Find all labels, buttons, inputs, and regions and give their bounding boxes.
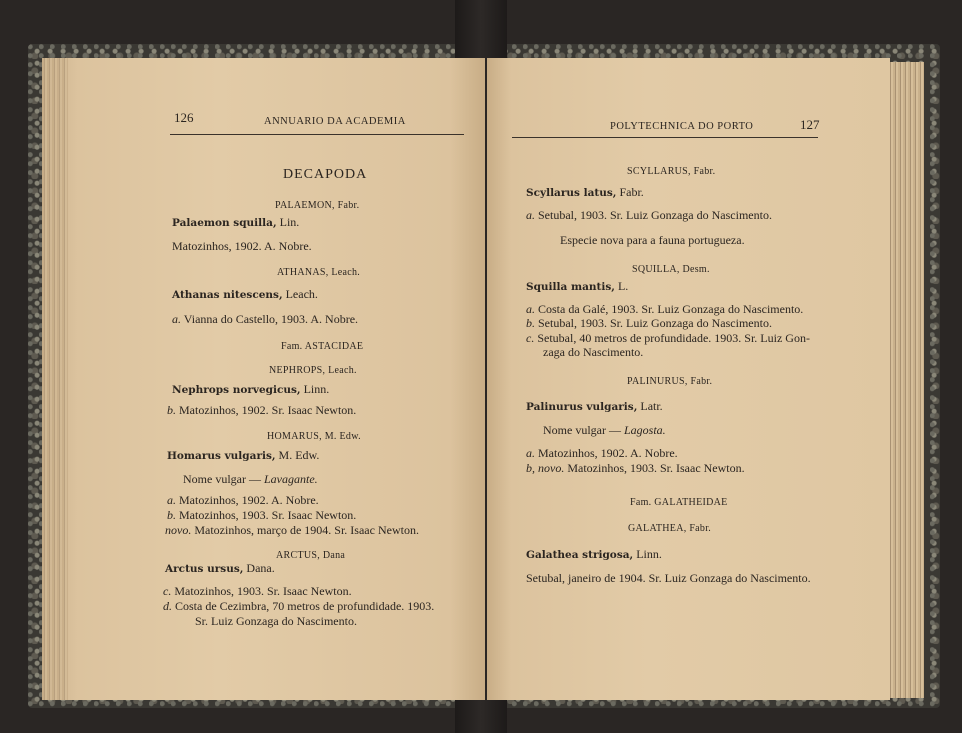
species-line: Squilla mantis, L. — [526, 279, 629, 293]
record-line: b. Setubal, 1903. Sr. Luiz Gonzaga do Nascimento. — [526, 316, 772, 330]
species-line: Palinurus vulgaris, Latr. — [526, 399, 663, 413]
page-number-left: 126 — [174, 110, 194, 125]
genus-heading: SQUILLA, Desm. — [632, 264, 710, 275]
family-heading: Fam. GALATHEIDAE — [630, 497, 728, 508]
record-line: a. Matozinhos, 1902. A. Nobre. — [526, 446, 678, 460]
page-edges-left — [42, 58, 68, 700]
record-line: Matozinhos, 1902. A. Nobre. — [172, 239, 312, 253]
genus-heading: PALAEMON, Fabr. — [275, 200, 360, 211]
species-line: Galathea strigosa, Linn. — [526, 547, 662, 561]
species-line: Palaemon squilla, Lin. — [172, 215, 300, 229]
genus-heading: SCYLLARUS, Fabr. — [627, 166, 716, 177]
species-line: Homarus vulgaris, M. Edw. — [167, 448, 320, 462]
note-line: Especie nova para a fauna portugueza. — [560, 233, 745, 247]
genus-heading: PALINURUS, Fabr. — [627, 376, 713, 387]
record-line: a. Vianna do Castello, 1903. A. Nobre. — [172, 312, 359, 326]
genus-heading: ATHANAS, Leach. — [277, 267, 361, 278]
page-edges-right — [888, 62, 924, 698]
genus-heading: HOMARUS, M. Edw. — [267, 431, 361, 442]
record-line-continued: zaga do Nascimento. — [543, 345, 644, 359]
header-rule-left — [170, 134, 464, 135]
species-line: Athanas nitescens, Leach. — [172, 287, 318, 301]
header-rule-right — [512, 137, 818, 138]
record-line: c. Matozinhos, 1903. Sr. Isaac Newton. — [163, 584, 352, 598]
record-line: a. Costa da Galé, 1903. Sr. Luiz Gonzaga do Nascimento. — [526, 302, 804, 316]
record-line: b. Matozinhos, 1903. Sr. Isaac Newton. — [167, 508, 357, 522]
running-head-right: POLYTECHNICA DO PORTO — [610, 121, 754, 132]
record-line: b, novo. Matozinhos, 1903. Sr. Isaac Newton. — [526, 461, 745, 475]
record-line: a. Matozinhos, 1902. A. Nobre. — [167, 493, 319, 507]
running-head-left: ANNUARIO DA ACADEMIA — [264, 116, 406, 127]
genus-heading: ARCTUS, Dana — [276, 550, 346, 561]
record-line: d. Costa de Cezimbra, 70 metros de profundidade. 1903. — [163, 599, 435, 613]
common-name-line: Nome vulgar — Lagosta. — [543, 423, 666, 437]
record-line: novo. Matozinhos, março de 1904. Sr. Isaac Newton. — [165, 523, 419, 537]
common-name-line: Nome vulgar — Lavagante. — [183, 472, 318, 486]
record-line-continued: Sr. Luiz Gonzaga do Nascimento. — [195, 614, 357, 628]
record-line: b. Matozinhos, 1902. Sr. Isaac Newton. — [167, 403, 357, 417]
species-line: Scyllarus latus, Fabr. — [526, 185, 644, 199]
genus-heading: GALATHEA, Fabr. — [628, 523, 712, 534]
record-line: a. Setubal, 1903. Sr. Luiz Gonzaga do Nascimento. — [526, 208, 772, 222]
record-line: c. Setubal, 40 metros de profundidade. 1903. Sr. Luiz Gon- — [526, 331, 810, 345]
page-number-right: 127 — [800, 117, 820, 132]
record-line: Setubal, janeiro de 1904. Sr. Luiz Gonzaga do Nascimento. — [526, 571, 811, 585]
species-line: Arctus ursus, Dana. — [165, 561, 275, 575]
family-heading: Fam. ASTACIDAE — [281, 341, 364, 352]
section-title: DECAPODA — [283, 167, 368, 182]
genus-heading: NEPHROPS, Leach. — [269, 365, 357, 376]
species-line: Nephrops norvegicus, Linn. — [172, 382, 330, 396]
